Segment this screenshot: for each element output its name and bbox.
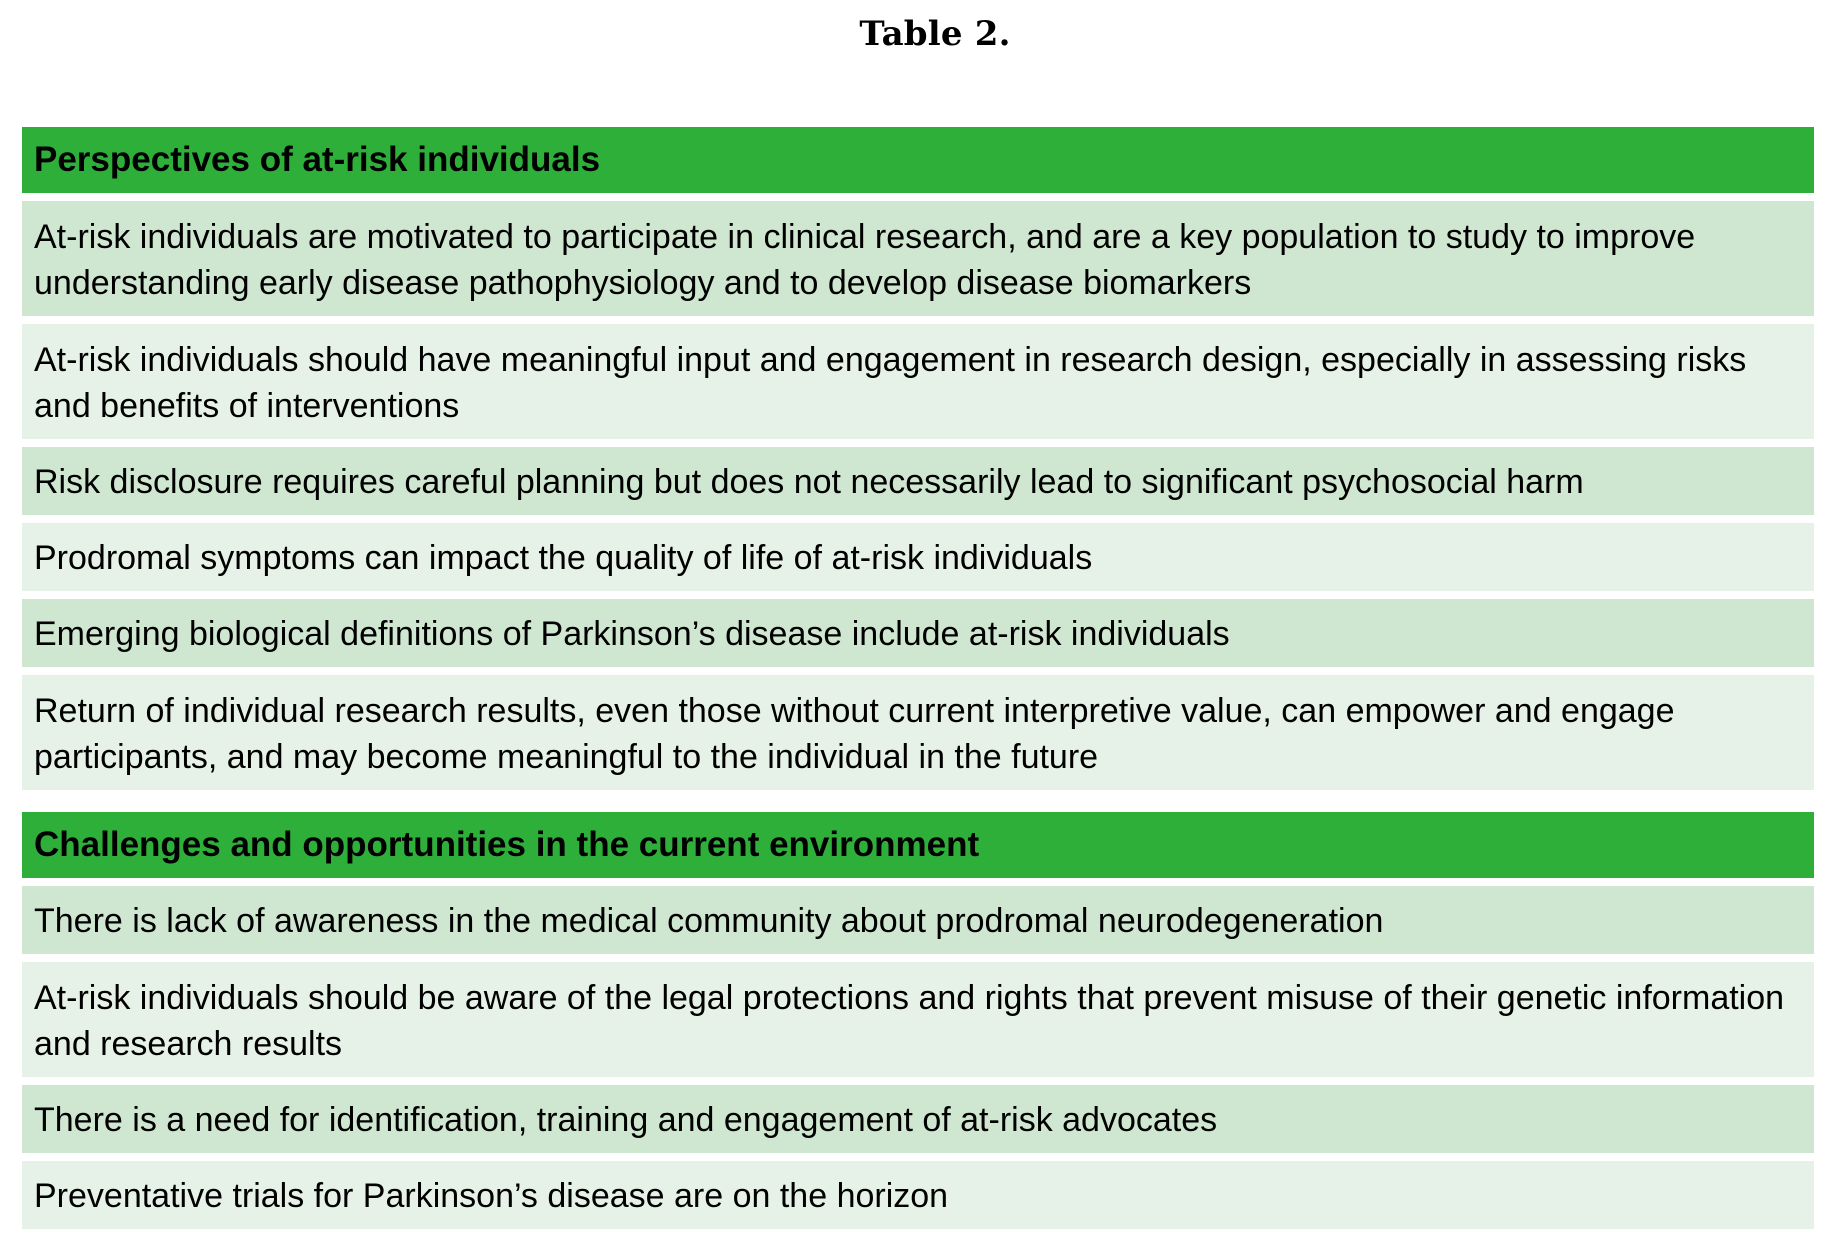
table-row: At-risk individuals should be aware of the legal protections and rights that prevent misuse of their genetic information and research results xyxy=(22,962,1814,1077)
table-row: At-risk individuals should have meaningful input and engagement in research design, especially in assessing risks and benefits of interventions xyxy=(22,324,1814,439)
table-row: Risk disclosure requires careful planning but does not necessarily lead to significant psychosocial harm xyxy=(22,447,1814,515)
table-row: There is lack of awareness in the medical community about prodromal neurodegeneration xyxy=(22,886,1814,954)
table-row: Prodromal symptoms can impact the quality of life of at-risk individuals xyxy=(22,523,1814,591)
section-challenges xyxy=(22,812,1814,1237)
section-header: Perspectives of at-risk individuals xyxy=(22,127,1814,193)
section-header: Challenges and opportunities in the current environment xyxy=(22,812,1814,878)
table-row: There is a need for identification, training and engagement of at-risk advocates xyxy=(22,1085,1814,1153)
table-row: At-risk individuals are motivated to participate in clinical research, and are a key population to study to improve understanding early disease pathophysiology and to develop disease biomarkers xyxy=(22,201,1814,316)
table-row: Return of individual research results, even those without current interpretive value, can empower and engage participants, and may become meaningful to the individual in the future xyxy=(22,675,1814,790)
table-row: Emerging biological definitions of Parkinson’s disease include at-risk individuals xyxy=(22,599,1814,667)
section-perspectives xyxy=(22,127,1814,798)
table-title: Table 2. xyxy=(859,14,1011,54)
table-row: Preventative trials for Parkinson’s disease are on the horizon xyxy=(22,1161,1814,1229)
